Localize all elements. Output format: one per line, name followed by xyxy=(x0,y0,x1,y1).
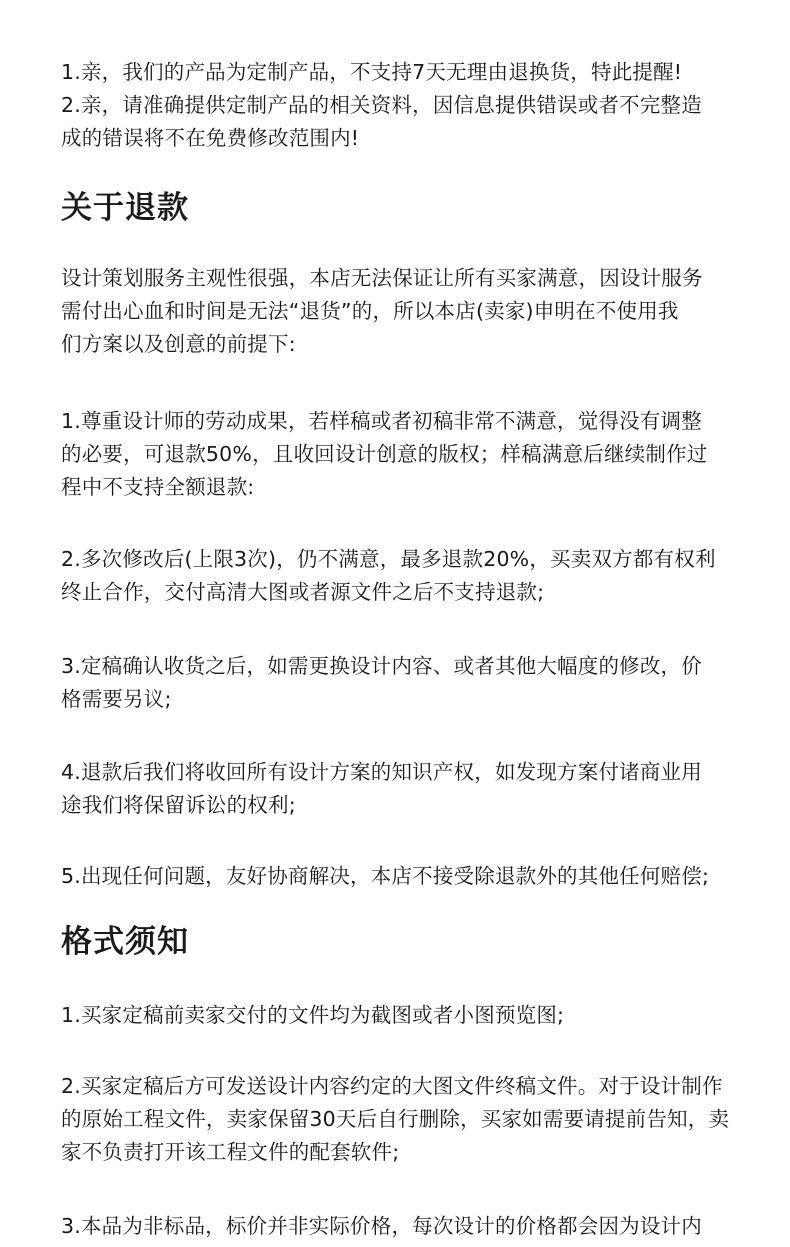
format-item-2: 2.买家定稿后方可发送设计内容约定的大图文件终稿文件。对于设计制作 的原始工程文件，卖家保留30天后自行删除，买家如需要请提前告知，卖 家不负责打开该工程文件的配套软件; xyxy=(61,1074,730,1164)
refund-lead: 设计策划服务主观性很强，本店无法保证让所有买家满意，因设计服务 需付出心血和时间是无法“退货”的，所以本店(卖家)申明在不使用我 们方案以及创意的前提下: xyxy=(61,266,703,356)
refund-item-3: 3.定稿确认收货之后，如需更换设计内容、或者其他大幅度的修改，价 格需要另议; xyxy=(61,654,702,711)
refund-heading: 关于退款 xyxy=(61,190,189,226)
refund-item-5: 5.出现任何问题，友好协商解决，本店不接受除退款外的其他任何赔偿; xyxy=(61,864,710,888)
intro-note-2: 2.亲，请准确提供定制产品的相关资料，因信息提供错误或者不完整造 成的错误将不在免费修改范围内! xyxy=(61,93,702,150)
format-heading: 格式须知 xyxy=(61,924,189,960)
refund-item-2: 2.多次修改后(上限3次)，仍不满意，最多退款20%，买卖双方都有权利 终止合作，交付高清大图或者源文件之后不支持退款; xyxy=(61,547,716,604)
format-item-3: 3.本品为非标品，标价并非实际价格，每次设计的价格都会因为设计内 xyxy=(61,1214,702,1238)
format-item-1: 1.买家定稿前卖家交付的文件均为截图或者小图预览图; xyxy=(61,1003,565,1027)
intro-note-1: 1.亲，我们的产品为定制产品，不支持7天无理由退换货，特此提醒! xyxy=(61,60,683,84)
refund-item-1: 1.尊重设计师的劳动成果，若样稿或者初稿非常不满意，觉得没有调整 的必要，可退款50%，且收回设计创意的版权；样稿满意后继续制作过 程中不支持全额退款: xyxy=(61,409,708,499)
refund-item-4: 4.退款后我们将收回所有设计方案的知识产权，如发现方案付诸商业用 途我们将保留诉讼的权利; xyxy=(61,760,702,817)
